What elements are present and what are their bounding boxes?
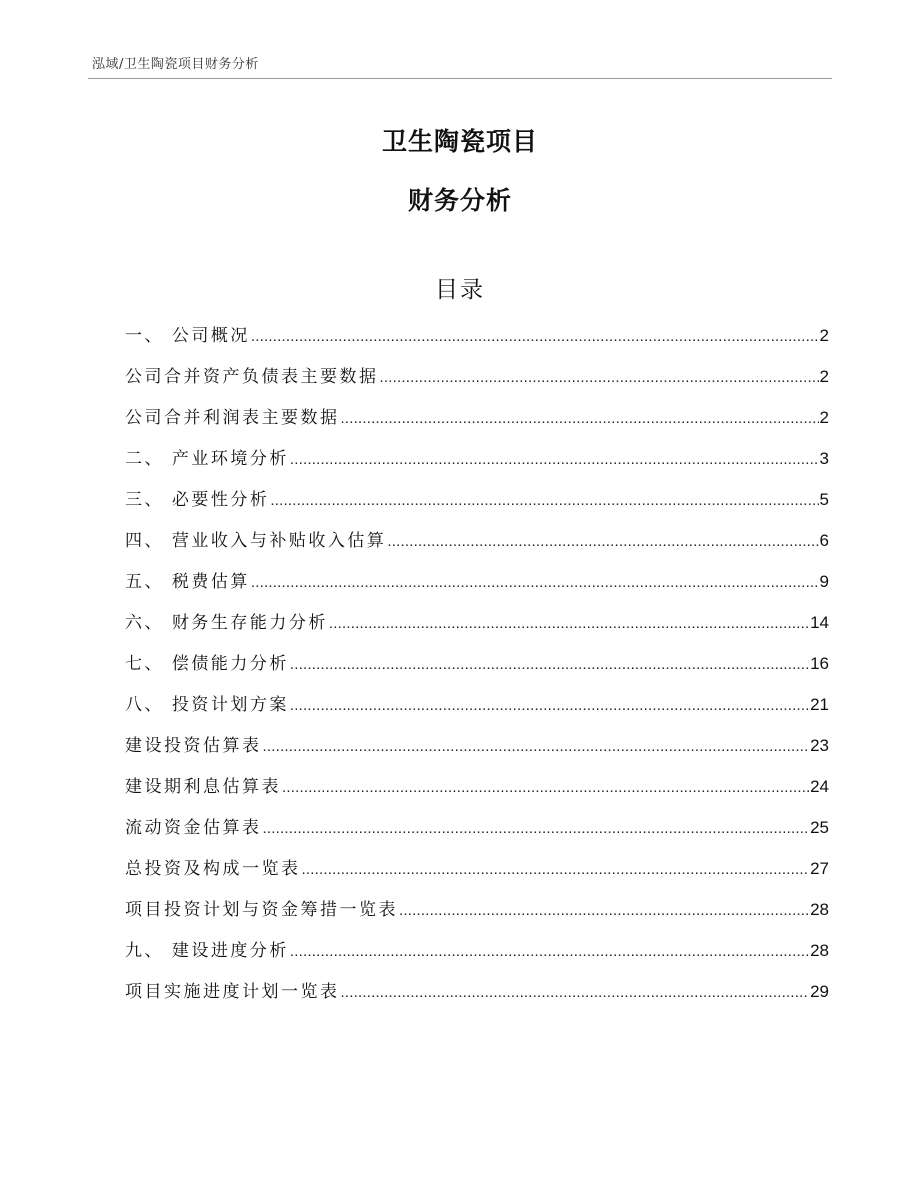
toc-entry-page: 23 bbox=[810, 736, 829, 755]
toc-entry[interactable] bbox=[125, 363, 829, 404]
toc-entry[interactable] bbox=[125, 773, 829, 814]
toc-entry[interactable] bbox=[125, 568, 829, 609]
toc-entry-page: 16 bbox=[810, 654, 829, 673]
toc-entry[interactable] bbox=[125, 322, 829, 363]
toc-entry-page: 2 bbox=[819, 367, 829, 386]
document-title: 卫生陶瓷项目 bbox=[381, 127, 538, 156]
toc-leader-dots bbox=[302, 855, 810, 884]
toc-entry-title: 流动资金估算表 bbox=[125, 818, 262, 838]
toc-entry-page: 24 bbox=[810, 777, 829, 796]
toc-leader-dots bbox=[399, 896, 809, 925]
toc-entry-title: 二、 产业环境分析 bbox=[125, 449, 289, 469]
toc-entry-title: 一、 公司概况 bbox=[125, 326, 250, 346]
toc-entry-title: 五、 税费估算 bbox=[125, 572, 250, 592]
toc-entry-title: 公司合并资产负债表主要数据 bbox=[125, 367, 379, 387]
toc-entry-page: 25 bbox=[810, 818, 829, 837]
toc-entry-page: 3 bbox=[819, 449, 829, 468]
toc-leader-dots bbox=[282, 773, 809, 802]
toc-entry-page: 14 bbox=[810, 613, 829, 632]
toc-entry[interactable] bbox=[125, 527, 829, 568]
toc-entry[interactable] bbox=[125, 486, 829, 527]
toc-entry[interactable] bbox=[125, 445, 829, 486]
toc-leader-dots bbox=[387, 527, 818, 556]
toc-leader-dots bbox=[290, 691, 809, 720]
toc-entry-title: 公司合并利润表主要数据 bbox=[125, 408, 340, 428]
toc-entry-title: 总投资及构成一览表 bbox=[125, 859, 301, 879]
toc-entry-title: 九、 建设进度分析 bbox=[125, 941, 289, 961]
toc-leader-dots bbox=[251, 322, 819, 351]
toc-entry[interactable] bbox=[125, 609, 829, 650]
toc-entry-title: 八、 投资计划方案 bbox=[125, 695, 289, 715]
toc-entry-page: 5 bbox=[819, 490, 829, 509]
toc-leader-dots bbox=[263, 732, 810, 761]
toc-entry[interactable] bbox=[125, 896, 829, 937]
toc-entry-page: 6 bbox=[819, 531, 829, 550]
toc-leader-dots bbox=[341, 404, 819, 433]
toc-entry-title: 六、 财务生存能力分析 bbox=[125, 613, 328, 633]
toc-leader-dots bbox=[290, 650, 809, 679]
document-subtitle: 财务分析 bbox=[407, 186, 512, 215]
toc-entry-page: 29 bbox=[810, 982, 829, 1001]
toc-leader-dots bbox=[290, 937, 809, 966]
toc-entry-title: 建设期利息估算表 bbox=[125, 777, 281, 797]
toc-entry[interactable] bbox=[125, 691, 829, 732]
running-header: 泓域/卫生陶瓷项目财务分析 bbox=[92, 57, 259, 72]
toc-entry[interactable] bbox=[125, 855, 829, 896]
toc-entry[interactable] bbox=[125, 404, 829, 445]
toc-entry-title: 建设投资估算表 bbox=[125, 736, 262, 756]
toc-entry[interactable] bbox=[125, 814, 829, 855]
toc-entry-page: 21 bbox=[810, 695, 829, 714]
toc-entry-title: 七、 偿债能力分析 bbox=[125, 654, 289, 674]
toc-entry-page: 2 bbox=[819, 326, 829, 345]
toc-entry-title: 四、 营业收入与补贴收入估算 bbox=[125, 531, 387, 551]
toc-leader-dots bbox=[341, 978, 810, 1007]
toc-leader-dots bbox=[251, 568, 819, 597]
toc-leader-dots bbox=[263, 814, 810, 843]
toc-entry-page: 28 bbox=[810, 900, 829, 919]
toc-entry-title: 项目实施进度计划一览表 bbox=[125, 982, 340, 1002]
toc-entry-title: 三、 必要性分析 bbox=[125, 490, 270, 510]
toc-entry-page: 28 bbox=[810, 941, 829, 960]
toc-entry[interactable] bbox=[125, 650, 829, 691]
table-of-contents bbox=[125, 322, 829, 1019]
toc-entry-title: 项目投资计划与资金筹措一览表 bbox=[125, 900, 398, 920]
toc-entry-page: 27 bbox=[810, 859, 829, 878]
toc-heading: 目录 bbox=[435, 277, 485, 303]
toc-entry[interactable] bbox=[125, 732, 829, 773]
toc-entry[interactable] bbox=[125, 978, 829, 1019]
toc-entry[interactable] bbox=[125, 937, 829, 978]
toc-leader-dots bbox=[270, 486, 818, 515]
toc-entry-page: 2 bbox=[819, 408, 829, 427]
toc-leader-dots bbox=[380, 363, 819, 392]
header-divider bbox=[88, 78, 832, 79]
toc-leader-dots bbox=[329, 609, 809, 638]
toc-entry-page: 9 bbox=[819, 572, 829, 591]
toc-leader-dots bbox=[290, 445, 819, 474]
